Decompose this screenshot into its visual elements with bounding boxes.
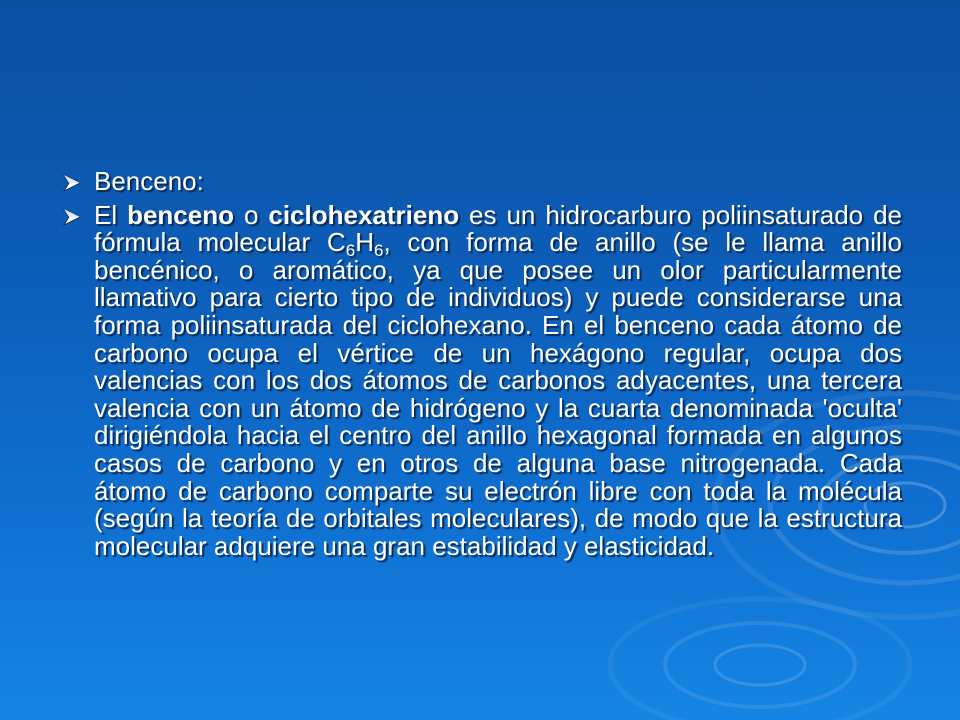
term-ciclohexatrieno: ciclohexatrieno xyxy=(268,199,460,230)
formula-element: H xyxy=(355,227,374,258)
term-benceno: benceno xyxy=(127,199,234,230)
slide-body xyxy=(56,168,902,566)
arrow-bullet-icon xyxy=(62,207,82,227)
text-segment: , con forma de anillo (se le llama anillo bencénico, o aromático, ya que posee un olor particularmente llamativo para cierto tipo de individuos) y puede considerarse una forma poliinsaturada del ciclohexano. En el benceno cada átomo de carbono ocupa el vértice de un hexágono regular, ocupa dos valencias con los dos átomos de carbonos adyacentes, una tercera valencia con un átomo de hidrógeno y la cuarta denominada 'oculta' dirigiéndola hacia el centro del anillo hexagonal formada en algunos casos de carbono y en otros de alguna base nitrogenada. Cada átomo de carbono comparte su electrón libre con toda la molécula (según la teoría de orbitales moleculares), de modo que la estructura molecular adquiere una gran estabilidad y elasticidad. xyxy=(94,227,902,561)
text-segment: es un hidrocarburo poliinsaturado de fórmula molecular C xyxy=(94,199,902,258)
formula-subscript: 6 xyxy=(345,241,356,261)
bullet-item-description xyxy=(56,199,902,561)
bullet-item-benceno xyxy=(56,168,902,196)
benzene-description xyxy=(94,199,902,561)
formula-subscript: 6 xyxy=(373,241,384,261)
text-segment: o xyxy=(234,199,269,230)
text-segment: El xyxy=(94,199,128,230)
bullet-title: Benceno: xyxy=(94,166,204,196)
arrow-bullet-icon xyxy=(62,173,82,193)
